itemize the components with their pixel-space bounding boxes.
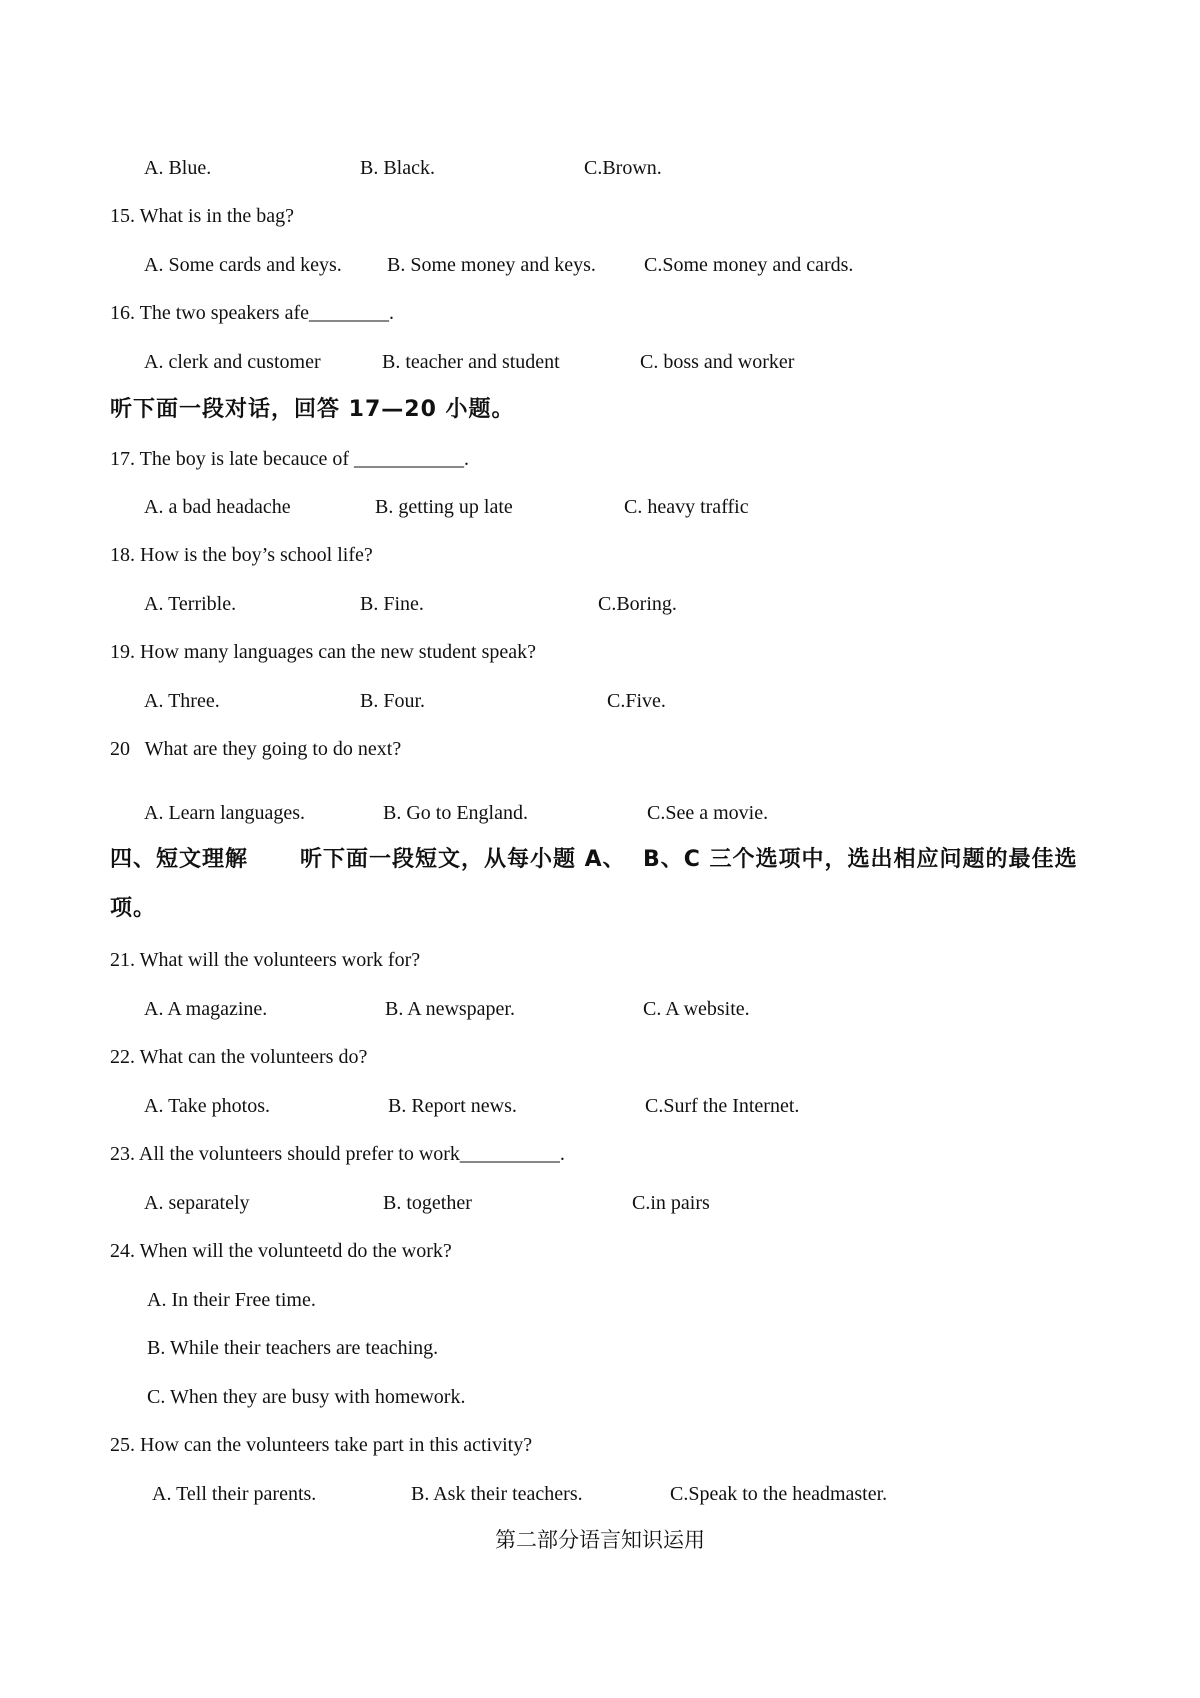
option-a: A. clerk and customer [144, 351, 321, 373]
part-two-title: 第二部分语言知识运用 [495, 1528, 705, 1552]
option-b: B. Go to England. [383, 802, 528, 824]
option-b: B. teacher and student [382, 351, 560, 373]
option-b: B. Some money and keys. [387, 254, 596, 276]
question-21: 21. What will the volunteers work for? [110, 949, 421, 971]
option-c: C.Speak to the headmaster. [670, 1483, 888, 1505]
option-a: A. Three. [144, 690, 220, 712]
option-a: A. Take photos. [144, 1095, 270, 1117]
option-b: B. A newspaper. [385, 998, 515, 1020]
question-16: 16. The two speakers afe________. [110, 302, 395, 324]
question-20: 20 What are they going to do next? [110, 738, 402, 760]
question-15: 15. What is in the bag? [110, 205, 295, 227]
question-23: 23. All the volunteers should prefer to work__________. [110, 1143, 565, 1165]
option-a: A. Learn languages. [144, 802, 306, 824]
option-c: C.Brown. [584, 157, 662, 179]
question-25: 25. How can the volunteers take part in this activity? [110, 1434, 533, 1456]
option-a: A. A magazine. [144, 998, 268, 1020]
option-c: C. A website. [643, 998, 750, 1020]
option-c: C.Five. [607, 690, 666, 712]
option-b: B. Black. [360, 157, 435, 179]
option-a: A. separately [144, 1192, 250, 1214]
question-19: 19. How many languages can the new student speak? [110, 641, 536, 663]
option-a: A. In their Free time. [147, 1289, 316, 1311]
option-a: A. Blue. [144, 157, 212, 179]
option-b: B. getting up late [375, 496, 513, 518]
option-b: B. Fine. [360, 593, 424, 615]
option-b: B. Report news. [388, 1095, 517, 1117]
option-b: B. Ask their teachers. [411, 1483, 583, 1505]
option-c: C.in pairs [632, 1192, 710, 1214]
option-b: B. While their teachers are teaching. [147, 1337, 439, 1359]
option-b: B. together [383, 1192, 472, 1214]
option-c: C.Some money and cards. [644, 254, 854, 276]
option-c: C.Boring. [598, 593, 677, 615]
option-a: A. Some cards and keys. [144, 254, 342, 276]
option-a: A. Terrible. [144, 593, 237, 615]
option-a: A. Tell their parents. [152, 1483, 317, 1505]
option-c: C.See a movie. [647, 802, 769, 824]
section-instruction: 听下面一段对话，回答 17—20 小题。 [110, 397, 515, 422]
section-four-heading: 四、短文理解 听下面一段短文，从每小题 A、 B、C 三个选项中，选出相应问题的最佳选 [110, 847, 1078, 872]
question-24: 24. When will the volunteetd do the work? [110, 1240, 452, 1262]
option-c: C.Surf the Internet. [645, 1095, 800, 1117]
option-a: A. a bad headache [144, 496, 291, 518]
option-c: C. When they are busy with homework. [147, 1386, 466, 1408]
option-c: C. boss and worker [640, 351, 795, 373]
question-17: 17. The boy is late becauce of ___________. [110, 448, 469, 470]
question-22: 22. What can the volunteers do? [110, 1046, 368, 1068]
section-four-heading-cont: 项。 [110, 896, 157, 921]
option-b: B. Four. [360, 690, 426, 712]
question-18: 18. How is the boy’s school life? [110, 544, 373, 566]
option-c: C. heavy traffic [624, 496, 749, 518]
